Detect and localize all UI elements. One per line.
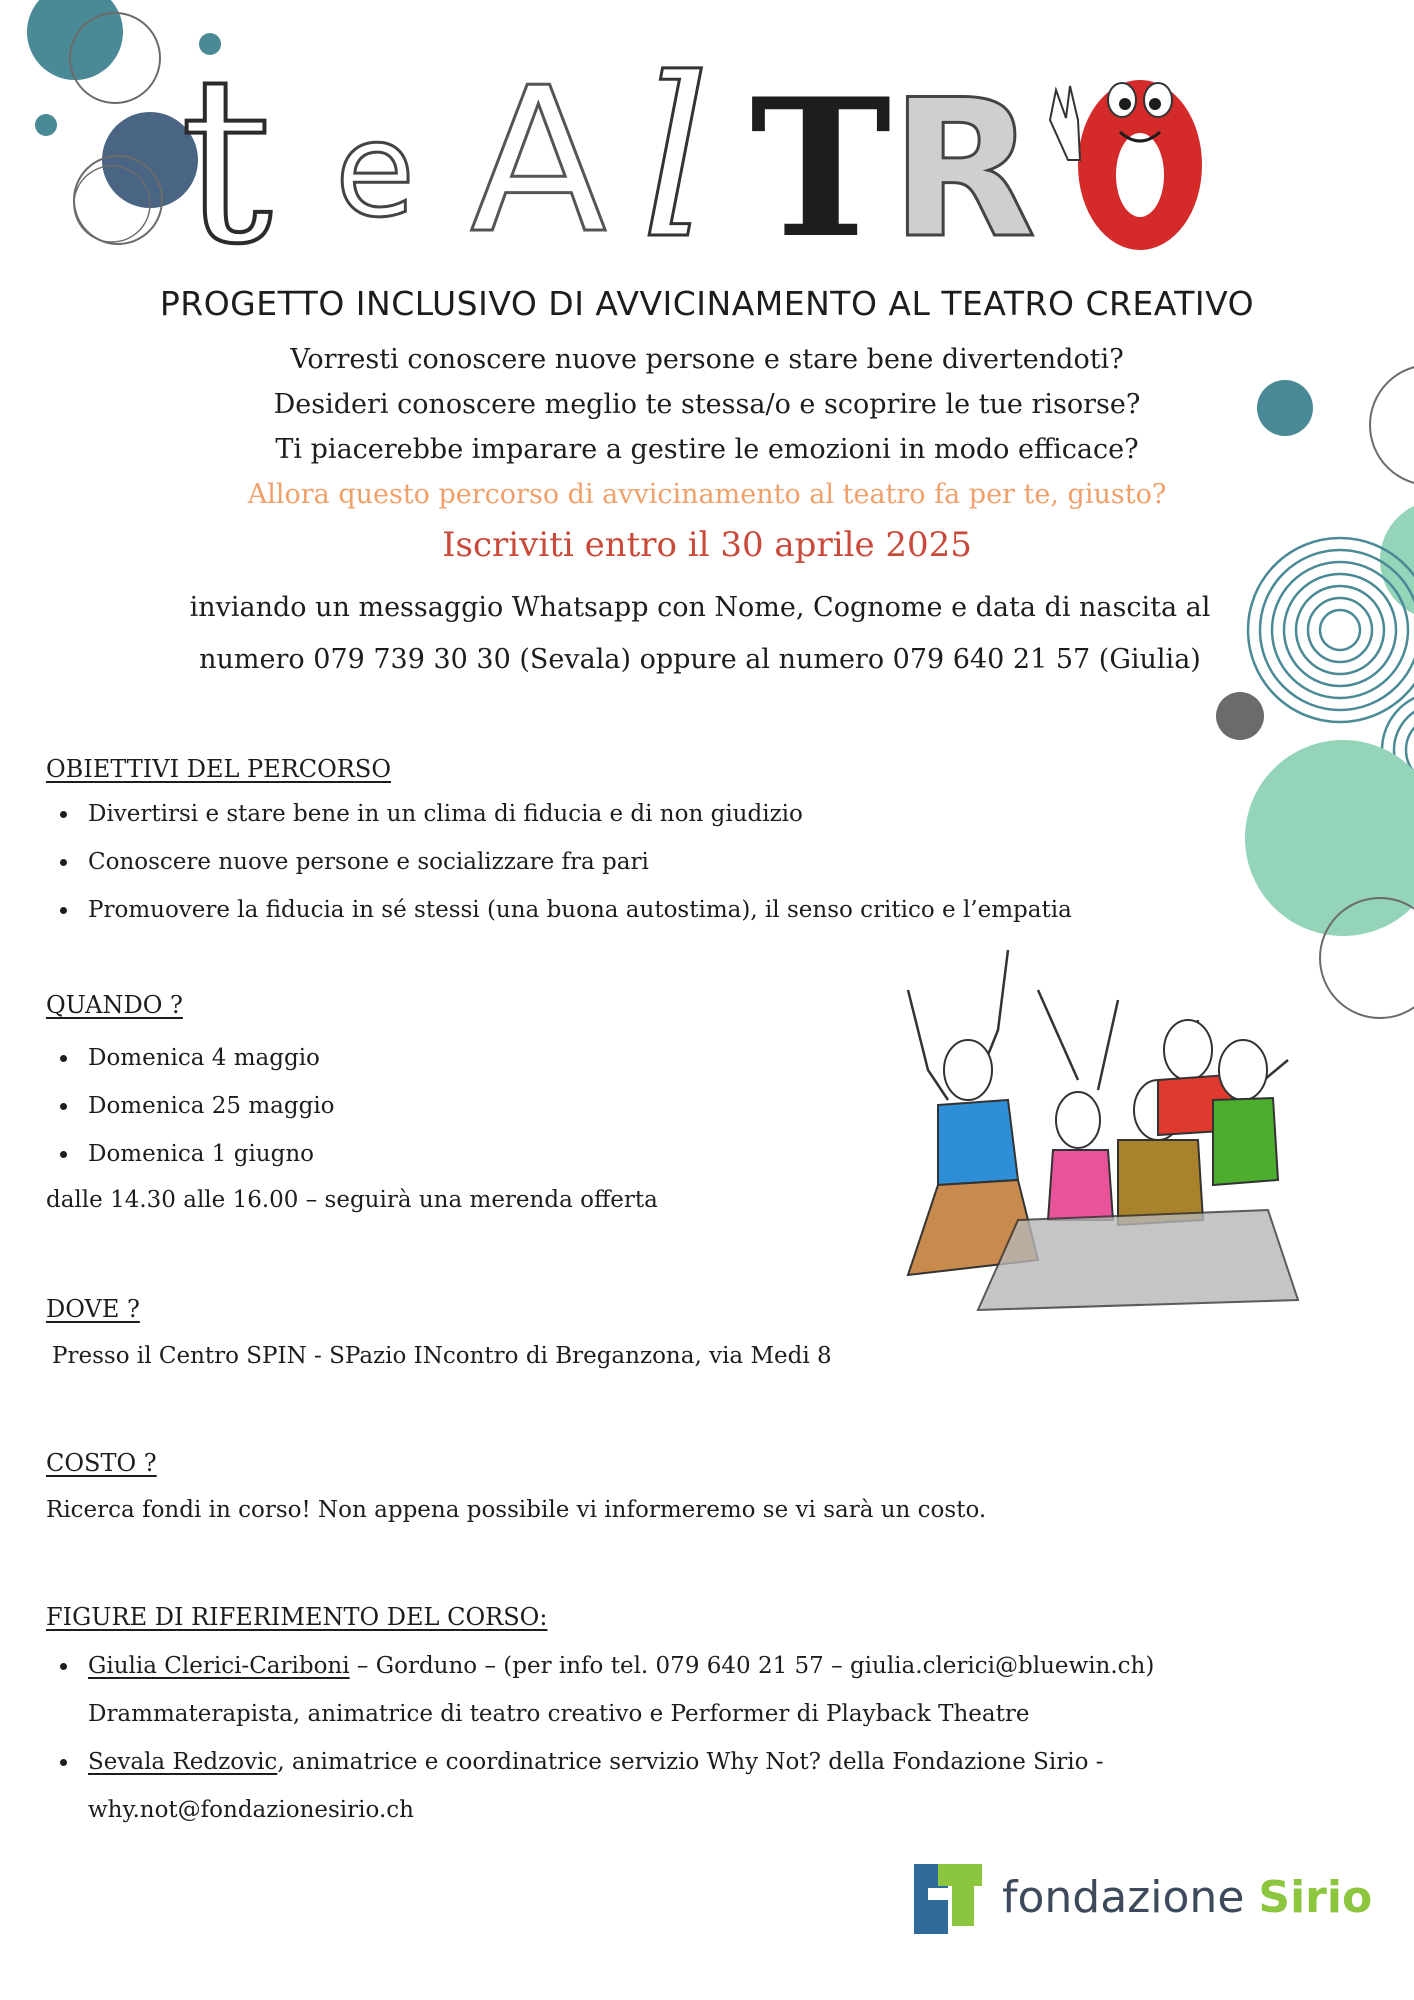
title-artwork [180,40,1260,260]
objectives-list [46,790,1072,934]
list-item: Domenica 4 maggio [46,1034,335,1082]
question-2: Desideri conoscere meglio te stessa/o e scoprire le tue risorse? [273,389,1141,420]
person-sevala [46,1738,1346,1834]
deco-spiral [1248,538,1414,722]
objectives-heading: OBIETTIVI DEL PERCORSO [46,755,391,783]
list-item: Divertirsi e stare bene in un clima di fiducia e di non giudizio [46,790,1072,838]
figures-list [46,1642,1346,1834]
logo-word-2: Sirio [1258,1872,1373,1923]
deco-circle [27,0,123,80]
list-item: Promuovere la fiducia in sé stessi (una buona autostima), il senso critico e l’empatia [46,886,1072,934]
person-role: Drammaterapista, animatrice di teatro creativo e Performer di Playback Theatre [88,1701,1030,1727]
dates-list [46,1034,335,1178]
question-3: Ti piacerebbe imparare a gestire le emozioni in modo efficace? [275,434,1139,465]
title-letter: T [750,57,892,260]
when-heading: QUANDO ? [46,991,183,1019]
title-letter: l [640,40,711,260]
project-title: PROGETTO INCLUSIVO DI AVVICINAMENTO AL TEATRO CREATIVO [159,284,1255,323]
figures-heading: FIGURE DI RIFERIMENTO DEL CORSO: [46,1603,548,1631]
where-text: Presso il Centro SPIN - SPazio INcontro di Breganzona, via Medi 8 [52,1343,832,1369]
deco-dot [35,114,57,136]
time-text: dalle 14.30 alle 16.00 – seguirà una merenda offerta [46,1187,658,1213]
list-item: Domenica 25 maggio [46,1082,335,1130]
list-item: Domenica 1 giugno [46,1130,335,1178]
person-name: Sevala Redzovic [88,1749,278,1775]
logo-text [1002,1872,1372,1923]
where-heading: DOVE ? [46,1295,140,1323]
list-item: Conoscere nuove persone e socializzare fra pari [46,838,1072,886]
deadline: Iscriviti entro il 30 aprile 2025 [442,525,972,565]
person-name: Giulia Clerici-Cariboni [88,1653,350,1679]
fondazione-sirio-logo [910,1858,1373,1938]
person-giulia [46,1642,1346,1738]
person-email: why.not@fondazionesirio.ch [88,1797,414,1823]
cost-heading: COSTO ? [46,1449,157,1477]
logo-word-1: fondazione [1002,1872,1245,1923]
deco-circle [1245,740,1414,936]
cost-text: Ricerca fondi in corso! Non appena possibile vi informeremo se vi sarà un costo. [46,1497,987,1523]
title-letter: t [180,40,273,260]
contact-line-2: numero 079 739 30 30 (Sevala) oppure al numero 079 640 21 57 (Giulia) [199,644,1201,675]
question-1: Vorresti conoscere nuove persone e stare bene divertendoti? [290,344,1124,375]
deco-circle [1216,692,1264,740]
title-letter: R [890,59,1037,260]
mascot-letter-o [1050,80,1202,250]
group-illustration [868,930,1338,1320]
sirio-mark-icon [910,1858,990,1938]
person-details: – Gorduno – (per info tel. 079 640 21 57 – giulia.clerici@bluewin.ch) [349,1653,1155,1679]
contact-line-1: inviando un messaggio Whatsapp con Nome, Cognome e data di nascita al [189,592,1211,623]
title-letter: e [335,94,415,246]
person-details: , animatrice e coordinatrice servizio Why Not? della Fondazione Sirio - [277,1749,1104,1775]
title-letter: A [470,45,607,260]
highlight-line: Allora questo percorso di avvicinamento al teatro fa per te, giusto? [247,479,1167,510]
